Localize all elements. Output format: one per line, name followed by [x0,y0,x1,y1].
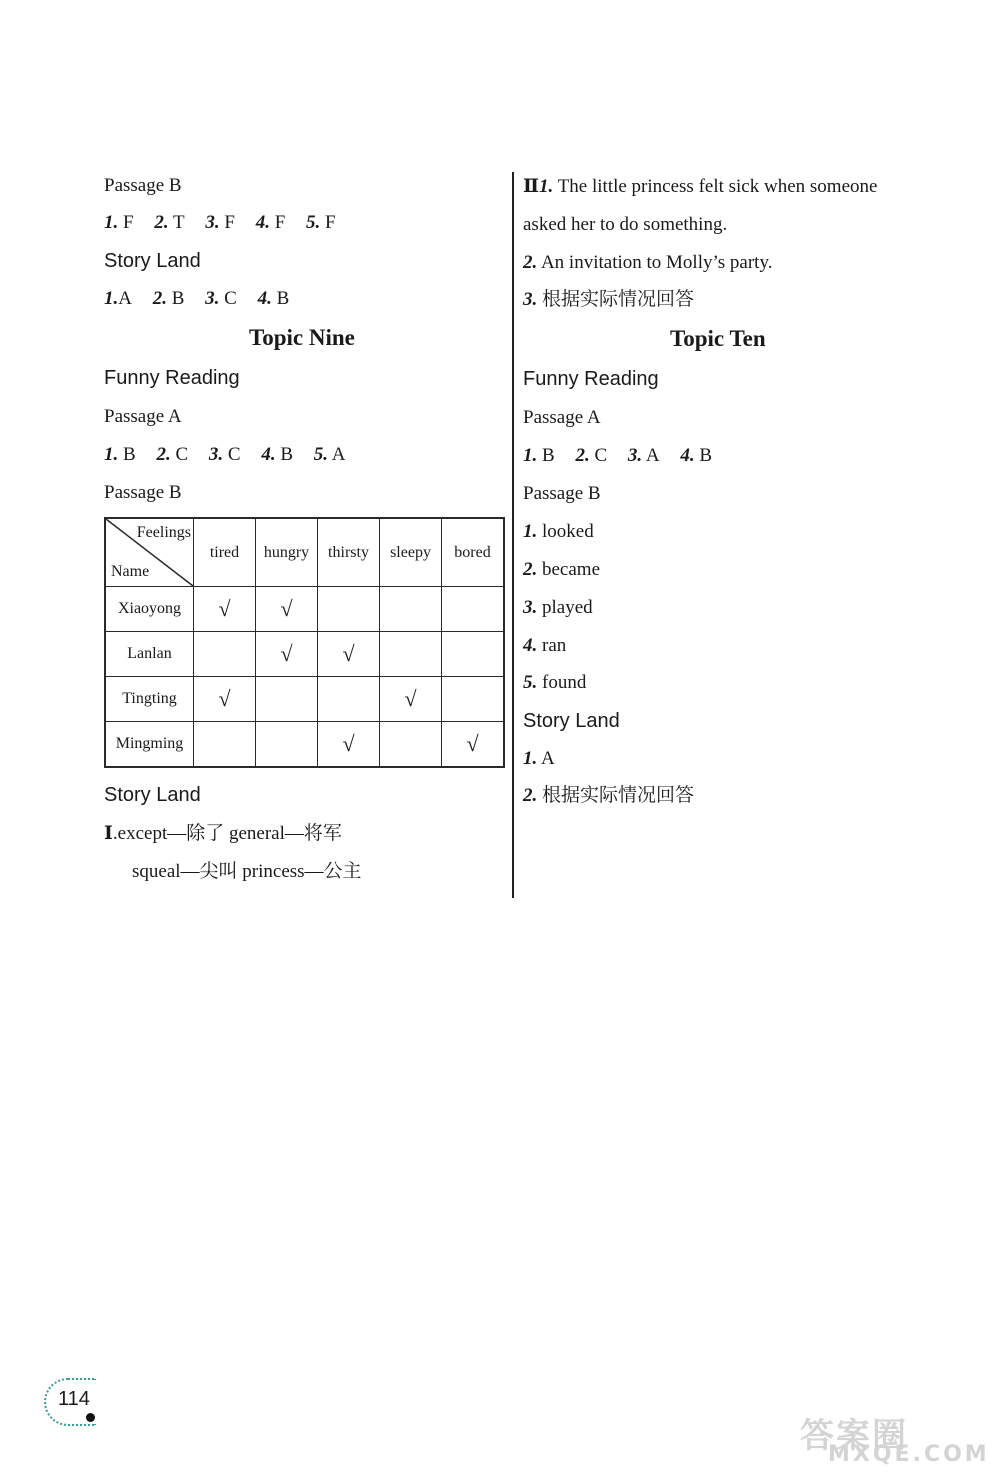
answer-number: 2. [523,559,538,580]
roman-numeral: Ⅱ [523,176,540,197]
list-item [523,520,594,544]
answer-text: 根据实际情况回答 [542,289,695,310]
check-cell [380,587,442,632]
answer-number: 4. [680,445,695,466]
question-2 [523,251,772,275]
answer-value: found [542,672,587,693]
check-cell: √ [442,722,505,768]
list-item [523,634,566,658]
passage-b-label: Passage B [104,482,182,503]
check-cell [194,632,256,677]
watermark-logo: 答案圈 [800,1416,908,1456]
answer-value: F [274,212,286,233]
check-cell [380,632,442,677]
passage-a-label: Passage A [523,407,601,428]
answer-value: C [175,444,189,465]
answer-value: F [224,212,235,233]
story-land-heading: Story Land [523,710,620,732]
column-header: hungry [256,518,318,587]
funny-reading-heading: Funny Reading [104,367,240,389]
answer-number: 3. [523,597,538,618]
answer-number: 1. [104,212,119,233]
check-cell [380,722,442,768]
corner-name-label: Name [111,563,150,580]
answer-value: 根据实际情况回答 [542,785,695,806]
check-cell: √ [318,722,380,768]
answer-value: C [227,444,241,465]
answer-number: 2. [575,445,590,466]
question-3 [523,288,694,312]
check-cell: √ [194,587,256,632]
check-cell [442,587,505,632]
check-cell: √ [256,587,318,632]
answer-number: 2. [523,252,538,273]
question-1-cont: asked her to do something. [523,214,728,235]
answer-number: 1. [104,288,119,309]
answer-value: A [331,444,346,465]
vocab-line-2: squeal—尖叫 princess—公主 [132,861,362,882]
check-cell [318,677,380,722]
answer-value: T [173,212,185,233]
check-cell [194,722,256,768]
row-name: Xiaoyong [105,587,194,632]
answer-text: The little princess felt sick when someone [557,176,878,197]
page-number-dot [86,1413,95,1422]
answer-number: 4. [257,288,272,309]
answer-value: became [542,559,601,580]
answer-number: 4. [523,635,538,656]
table-row [105,587,504,632]
passage-b-label: Passage B [523,483,601,504]
answer-value: B [542,445,555,466]
passage-b-answers [104,211,352,235]
answer-number: 1. [104,444,119,465]
answer-number: 5. [523,672,538,693]
check-cell: √ [194,677,256,722]
roman-numeral: Ⅰ [104,823,113,844]
topic-nine-title: Topic Nine [249,325,355,350]
check-cell [256,722,318,768]
row-name: Tingting [105,677,194,722]
answer-value: played [542,597,593,618]
story-land-answers [104,287,305,311]
answer-value: B [171,288,185,309]
table-corner-header [105,518,194,587]
answer-text: An invitation to Molly’s party. [540,252,773,273]
answer-value: F [325,212,336,233]
list-item [523,784,694,808]
answer-value: A [645,445,660,466]
answer-value: C [224,288,237,309]
answer-value: looked [542,521,594,542]
answer-number: 3. [208,444,224,465]
answer-number: 3. [523,289,538,310]
answer-value: F [123,212,134,233]
check-cell [256,677,318,722]
check-cell: √ [256,632,318,677]
answer-number: 3. [205,212,220,233]
answer-number: 4. [261,444,276,465]
check-cell [442,632,505,677]
answer-value: ran [542,635,567,656]
list-item [523,671,586,695]
answer-number: 5. [313,444,328,465]
story-land-heading: Story Land [104,250,201,272]
row-name: Lanlan [105,632,194,677]
passage-a-answers [523,444,728,468]
answer-number: 2. [154,212,169,233]
answer-number: 5. [306,212,321,233]
topic-ten-title: Topic Ten [670,326,766,351]
column-header: sleepy [380,518,442,587]
passage-a-answers [104,443,361,467]
funny-reading-heading: Funny Reading [523,368,659,390]
feelings-table [104,517,505,768]
check-cell: √ [380,677,442,722]
answer-value: A [118,288,132,309]
check-cell: √ [318,632,380,677]
column-header: tired [194,518,256,587]
answer-number: 3. [627,445,643,466]
answer-number: 1. [539,176,554,197]
watermark-url: MXQE.COM [828,1442,990,1467]
answer-value: C [594,445,608,466]
row-name: Mingming [105,722,194,768]
passage-b-label: Passage B [104,175,182,196]
answer-value: B [123,444,136,465]
answer-number: 1. [523,521,538,542]
check-cell [442,677,505,722]
column-header: thirsty [318,518,380,587]
question-1 [523,175,877,199]
answer-number: 1. [523,748,538,769]
answer-number: 2. [156,444,171,465]
page-number: 114 [58,1388,90,1410]
answer-number: 2. [523,785,538,806]
answer-number: 2. [152,288,167,309]
list-item [523,558,600,582]
table-row [105,632,504,677]
table-row [105,722,504,768]
answer-number: 1. [523,445,538,466]
answer-value: B [699,445,712,466]
answer-number: 4. [255,212,270,233]
list-item [523,747,555,771]
vocab-line-1 [104,822,342,846]
answer-value: B [276,288,290,309]
column-divider [512,172,514,898]
column-header: bored [442,518,505,587]
table-row [105,677,504,722]
vocab-text: .except—除了 general—将军 [112,823,342,844]
list-item [523,596,593,620]
check-cell [318,587,380,632]
passage-a-label: Passage A [104,406,182,427]
answer-number: 3. [205,288,220,309]
corner-feelings-label: Feelings [136,524,191,541]
story-land-heading: Story Land [104,784,201,806]
answer-value: A [540,748,555,769]
answer-value: B [280,444,293,465]
